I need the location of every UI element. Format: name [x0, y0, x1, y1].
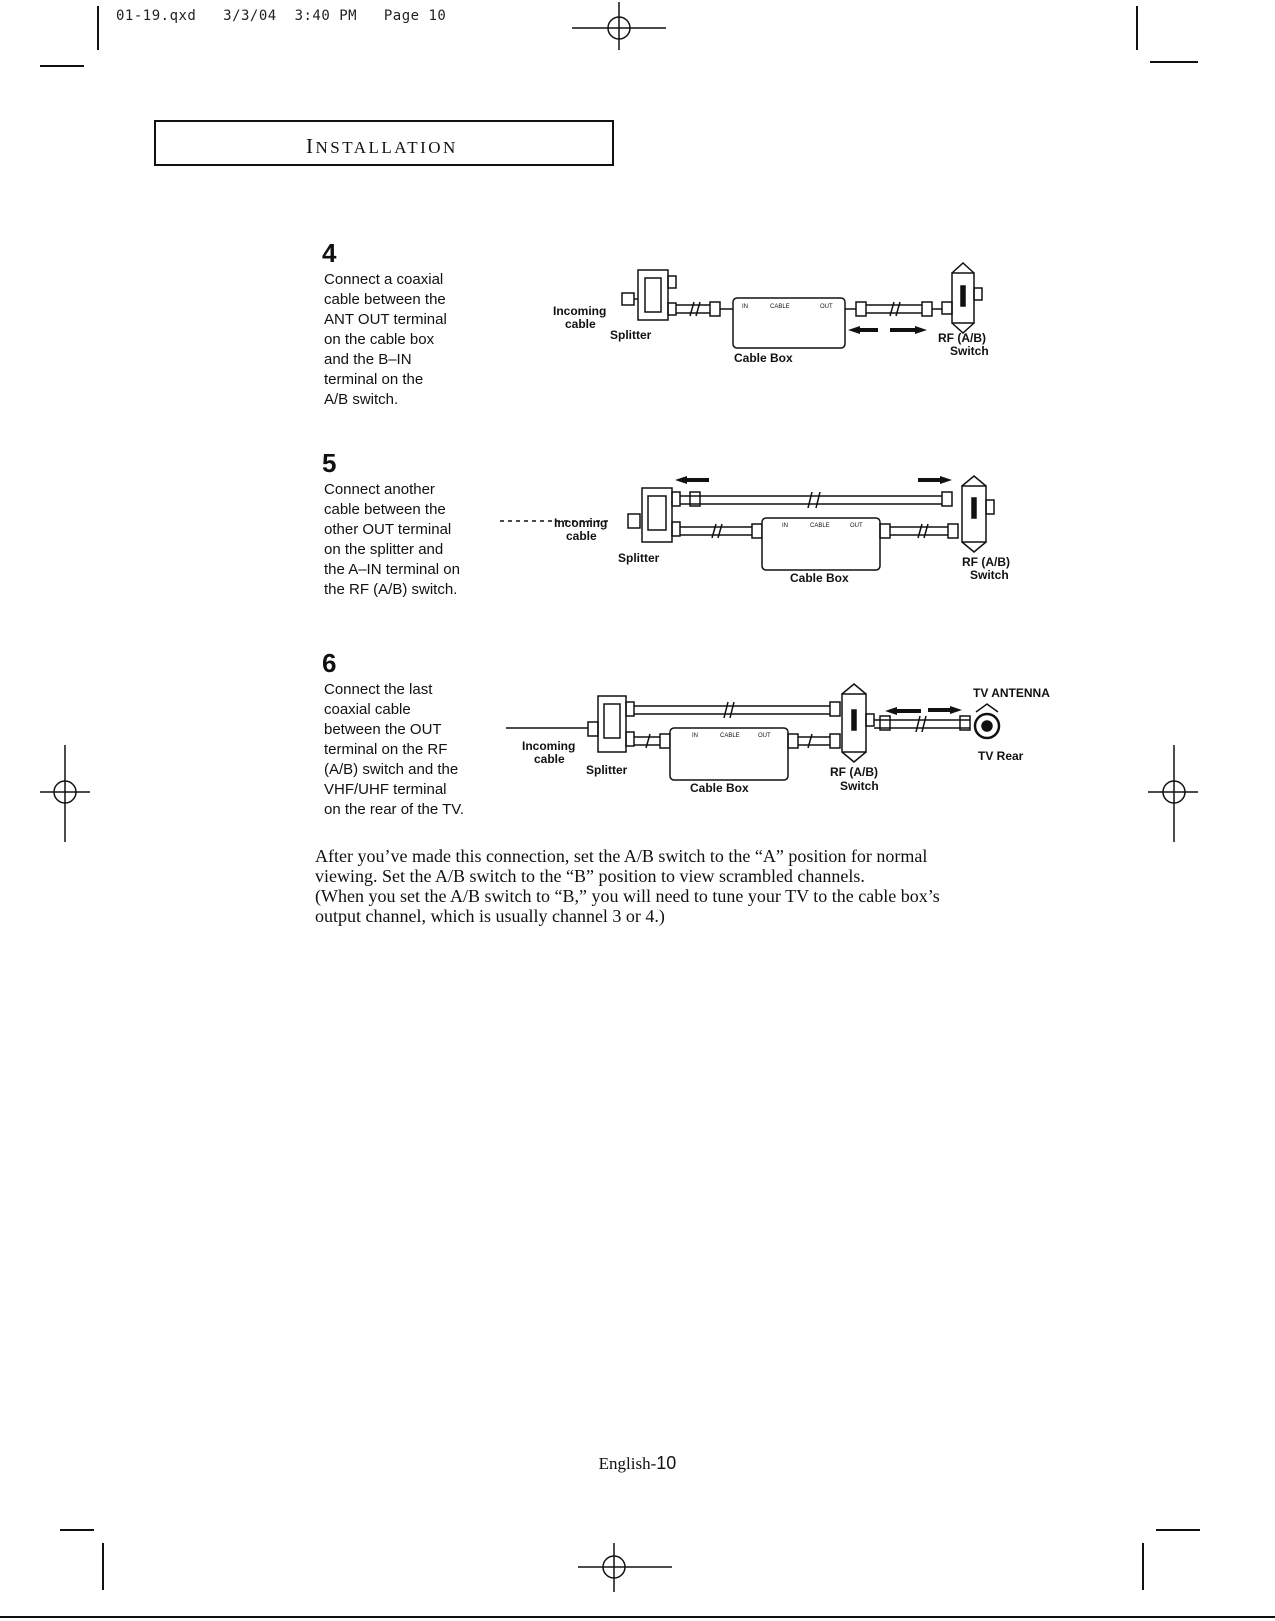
page-number: English-10 — [598, 1453, 677, 1473]
port-label: IN — [782, 523, 788, 529]
step-instructions: Connect the last coaxial cable between the OUT terminal on the RF (A/B) switch and the VHF/UHF terminal on the rear of the TV. — [324, 681, 465, 818]
switch-label: RF (A/B) — [962, 555, 1010, 569]
section-title: INSTALLATION — [306, 134, 458, 158]
arrow-right-icon — [918, 476, 952, 484]
splitter-label: Splitter — [586, 763, 628, 777]
cable-box-label: Cable Box — [690, 781, 749, 795]
print-slug: 01-19.qxd 3/3/04 3:40 PM Page 10 — [116, 8, 447, 24]
cable-box-label: Cable Box — [790, 571, 849, 585]
connection-diagram-step-6 — [500, 680, 1050, 810]
port-label: CABLE — [720, 733, 740, 739]
port-label: IN — [742, 304, 748, 310]
splitter-label: Splitter — [610, 328, 652, 342]
incoming-label: Incoming — [553, 304, 607, 318]
arrow-right-icon — [928, 706, 962, 714]
registration-mark-top — [572, 2, 666, 50]
step-instructions: Connect a coaxial cable between the ANT OUT terminal on the cable box and the B–IN terminal on the A/B switch. — [324, 271, 447, 408]
port-label: IN — [692, 733, 698, 739]
step-number: 4 — [322, 238, 337, 268]
port-label: CABLE — [770, 304, 790, 310]
incoming-label: cable — [565, 317, 596, 331]
step-number: 5 — [322, 448, 337, 478]
port-label: OUT — [758, 733, 771, 739]
arrow-left-icon — [675, 476, 709, 484]
connection-diagram-step-5 — [500, 470, 1040, 600]
antenna-label: TV ANTENNA — [973, 686, 1050, 700]
step-number: 6 — [322, 648, 337, 678]
incoming-label: cable — [534, 752, 565, 766]
switch-label: Switch — [840, 779, 879, 793]
port-label: OUT — [850, 523, 863, 529]
arrow-right-icon — [890, 326, 927, 334]
registration-mark-bottom — [578, 1543, 672, 1592]
arrow-left-icon — [885, 707, 921, 715]
incoming-label: Incoming — [522, 739, 576, 753]
step-instructions: Connect another cable between the other OUT terminal on the splitter and the A–IN terminal on the RF (A/B) switch. — [324, 481, 460, 598]
instructions-paragraph: After you’ve made this connection, set the A/B switch to the “A” position for normal viewing. Set the A/B switch to the “B” position to view scrambled channels. (When you set the A/B switch to “B,” you will need to tune your TV to the cable box’s output channel, which is usually channel 3 or 4.) — [315, 846, 940, 926]
port-label: OUT — [820, 304, 833, 310]
port-label: CABLE — [810, 523, 830, 529]
tv-rear-label: TV Rear — [978, 749, 1024, 763]
incoming-label: cable — [566, 529, 597, 543]
incoming-label: Incoming — [554, 516, 608, 530]
switch-label: Switch — [950, 344, 989, 358]
switch-label: Switch — [970, 568, 1009, 582]
splitter-label: Splitter — [618, 551, 660, 565]
cable-box-label: Cable Box — [734, 351, 793, 365]
registration-mark-left — [40, 745, 90, 842]
registration-mark-right — [1148, 745, 1198, 842]
connection-diagram-step-4 — [553, 258, 1020, 378]
arrow-left-icon — [848, 326, 878, 334]
section-header — [154, 120, 614, 166]
switch-label: RF (A/B) — [938, 331, 986, 345]
switch-label: RF (A/B) — [830, 765, 878, 779]
